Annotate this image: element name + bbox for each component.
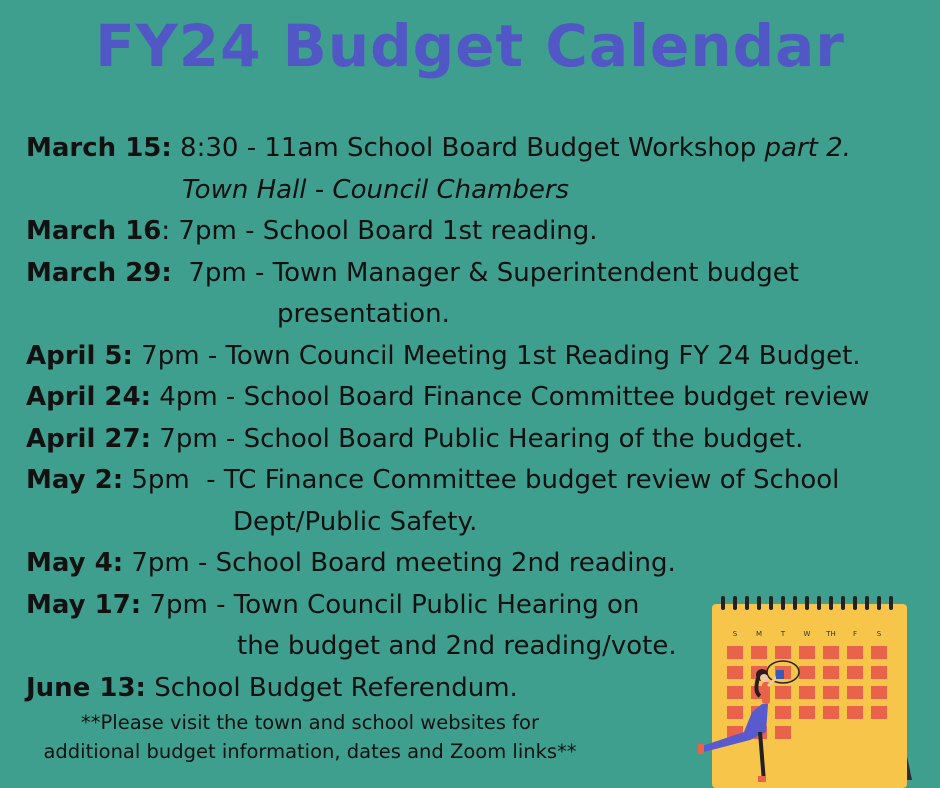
note-line-1: **Please visit the town and school websites for: [81, 711, 539, 734]
entry-april-5: [26, 336, 926, 378]
entry-text: 7pm - Town Manager & Superintendent budget: [171, 257, 799, 288]
entry-march-29: [26, 253, 926, 295]
entry-date: March 15:: [26, 133, 172, 163]
entry-may-4: [26, 543, 926, 585]
day-label: W: [803, 630, 811, 638]
entry-continuation: Dept/Public Safety.: [233, 506, 478, 537]
entry-date: April 27:: [26, 423, 152, 454]
day-label: T: [780, 630, 786, 638]
entry-text: : 7pm - School Board 1st reading.: [161, 216, 598, 246]
entry-date: May 17:: [26, 589, 142, 620]
entry-date: June 13:: [26, 672, 146, 703]
calendar-rings: [721, 596, 893, 610]
entry-text: 7pm - Town Council Meeting 1st Reading FY 24 Budget.: [132, 340, 861, 371]
entry-date: May 2:: [26, 465, 124, 495]
entry-date: May 4:: [26, 548, 124, 578]
entry-continuation: presentation.: [277, 299, 450, 329]
entry-date: March 16: [26, 216, 162, 246]
page-title: FY24 Budget Calendar: [95, 12, 845, 80]
calendar-illustration: [680, 592, 920, 788]
entry-march-16: [26, 211, 926, 253]
entry-date: April 5:: [26, 340, 133, 371]
entry-continuation: the budget and 2nd reading/vote.: [237, 631, 677, 661]
entry-text: School Budget Referendum.: [145, 672, 518, 703]
day-label: S: [732, 630, 738, 638]
entry-text: 7pm - School Board Public Hearing of the budget.: [151, 423, 804, 454]
entry-may-2: [26, 460, 926, 502]
entry-march-15: [26, 128, 926, 170]
day-label: TH: [826, 630, 836, 638]
footer-note: [0, 708, 620, 766]
entry-text: 5pm - TC Finance Committee budget review of School: [123, 465, 840, 495]
entry-april-27: [26, 419, 926, 461]
entry-text: 7pm - School Board meeting 2nd reading.: [123, 548, 676, 578]
entry-italic-text: part 2.: [764, 133, 851, 163]
entry-text: 7pm - Town Council Public Hearing on: [141, 589, 640, 620]
day-label: F: [852, 630, 858, 638]
note-line-2: additional budget information, dates and Zoom links**: [43, 740, 577, 763]
day-label: M: [755, 630, 763, 638]
entry-date: March 29:: [26, 257, 172, 288]
entry-continuation: Town Hall - Council Chambers: [182, 174, 570, 205]
entry-date: April 24:: [26, 382, 152, 412]
entry-text: 8:30 - 11am School Board Budget Workshop: [171, 133, 765, 163]
day-label: S: [876, 630, 882, 638]
entry-text: 4pm - School Board Finance Committee budget review: [151, 382, 870, 412]
entry-april-24: [26, 377, 926, 419]
